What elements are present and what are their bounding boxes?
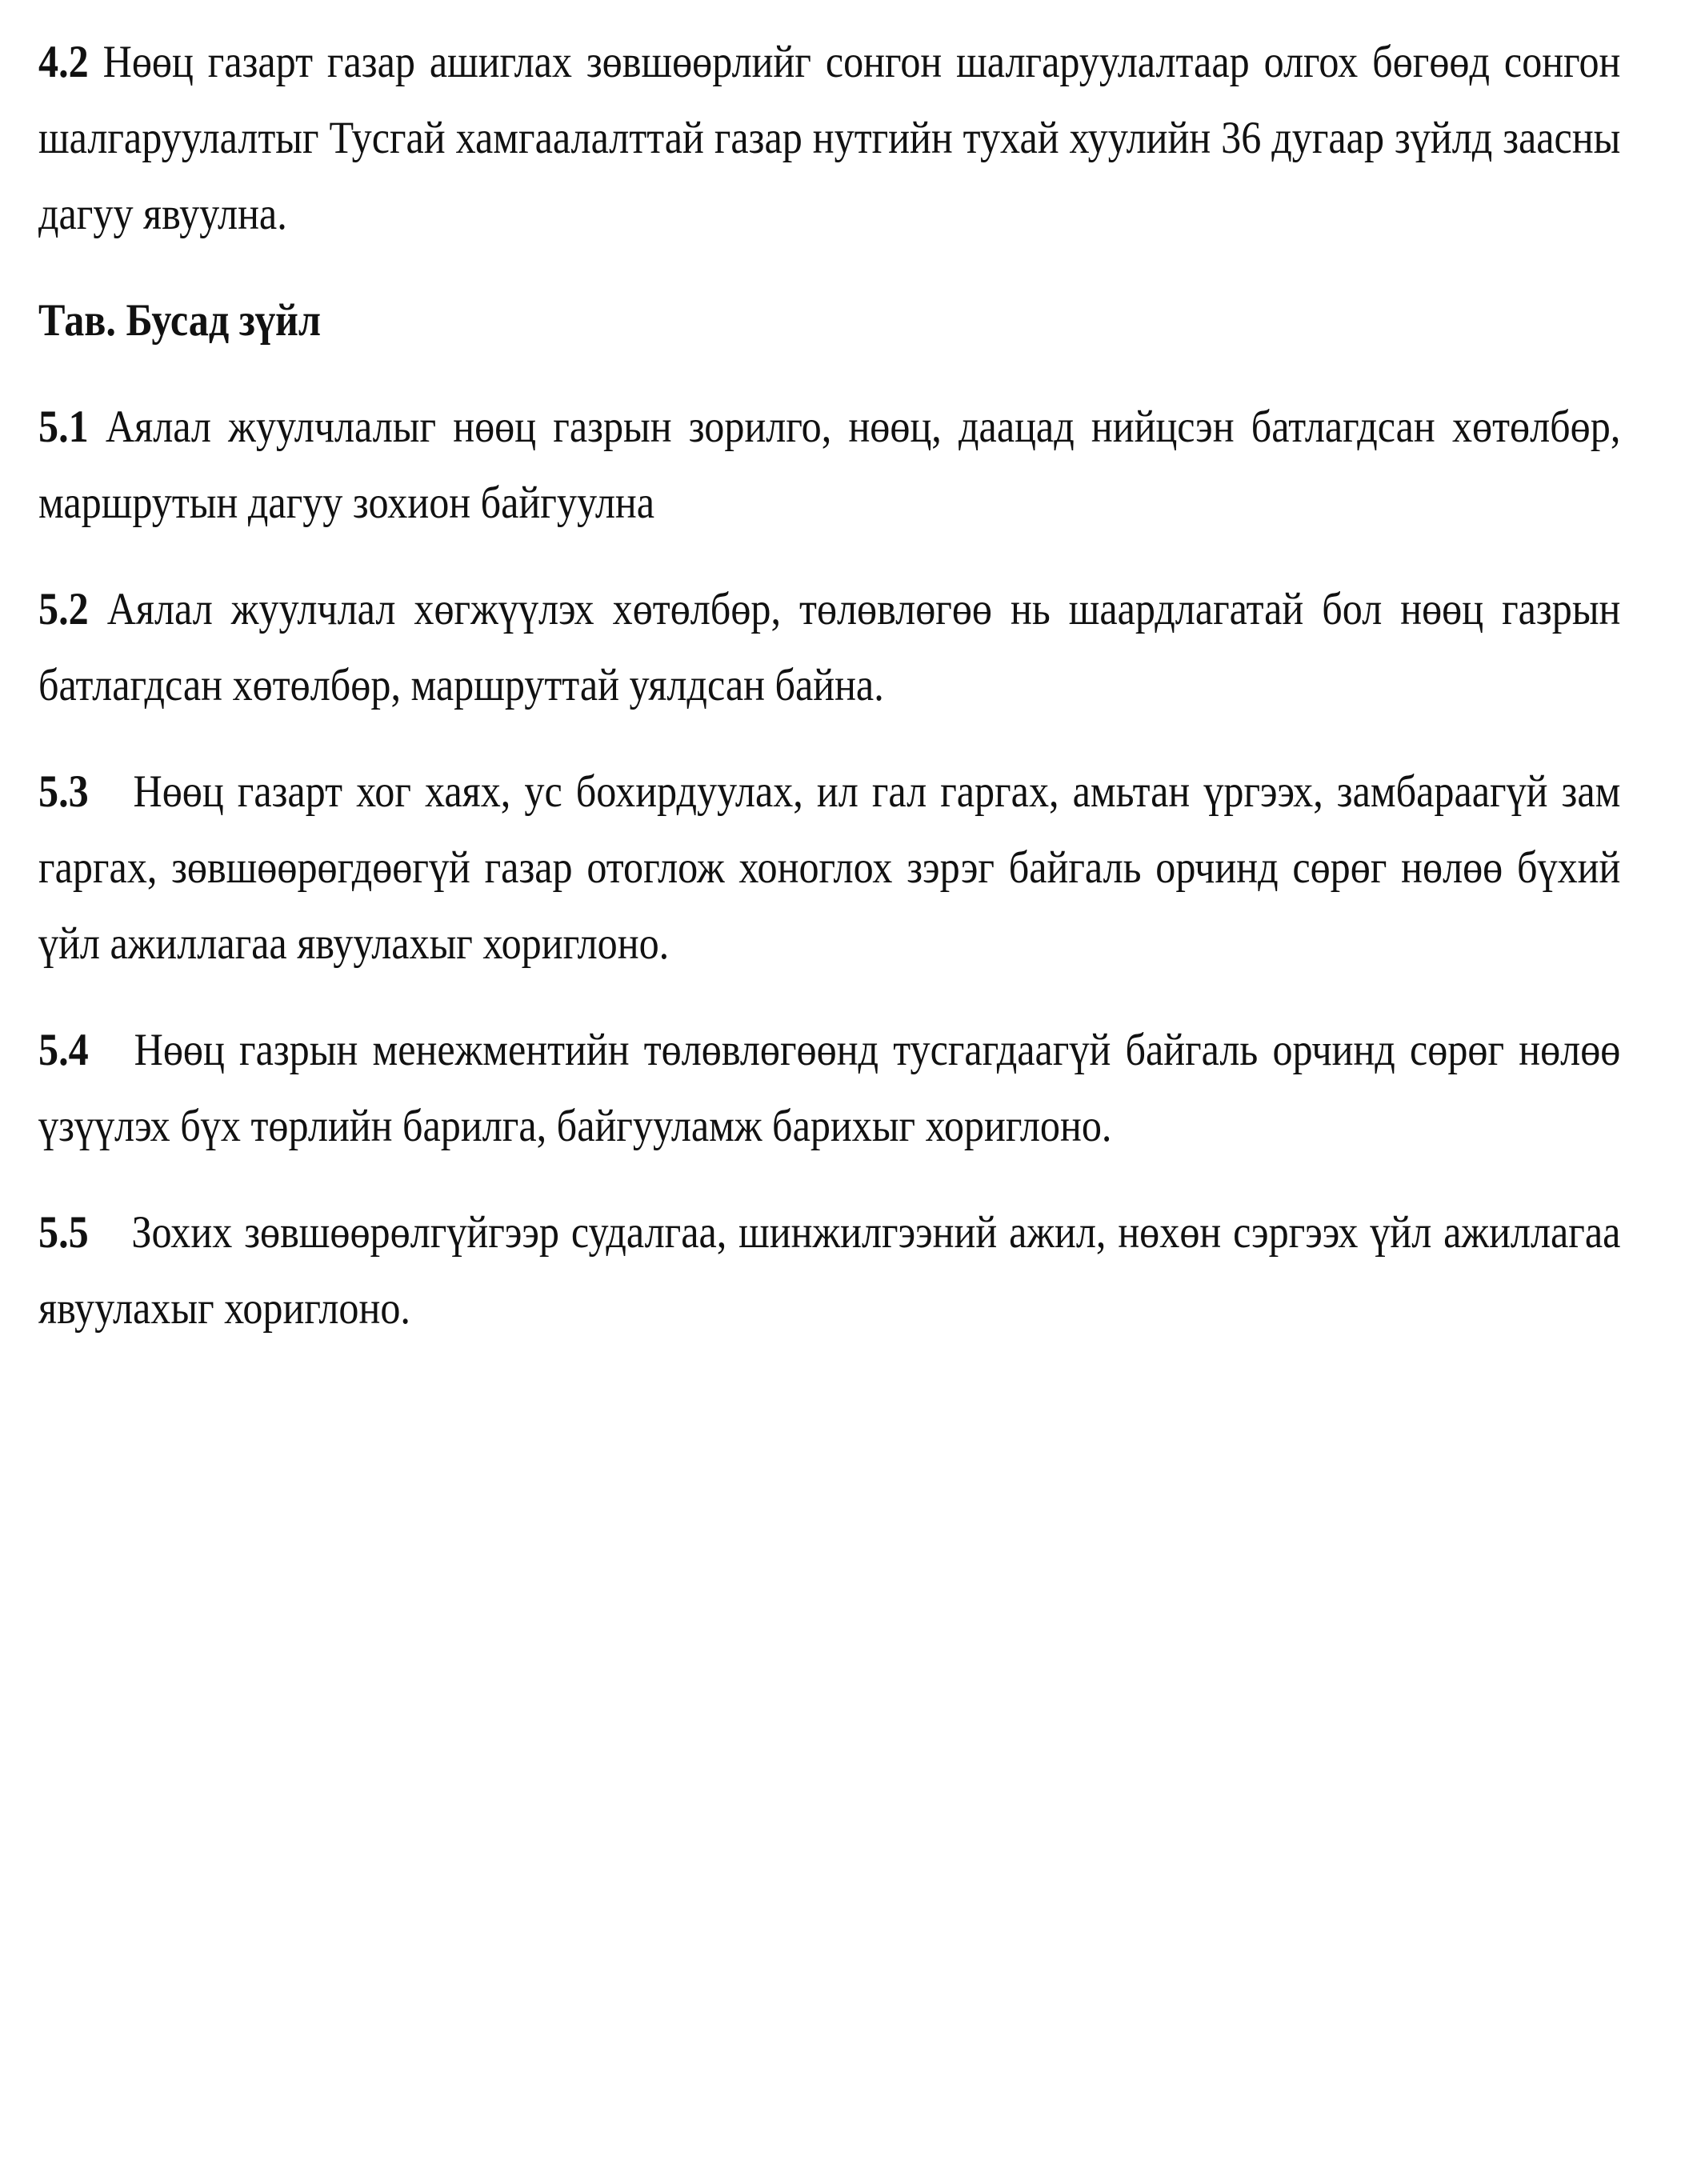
paragraph-text: Аялал жуулчлал хөгжүүлэх хөтөлбөр, төлөвлөгөө нь шаардлагатай бол нөөц газрын батлагдсан хөтөлбөр, маршруттай уялдсан байна. [38,584,1621,710]
paragraph-number: 5.4 [38,1025,89,1075]
paragraph-text: Аялал жуулчлалыг нөөц газрын зорилго, нөөц, даацад нийцсэн батлагдсан хөтөлбөр, маршрутын дагуу зохион байгуулна [38,402,1621,528]
paragraph-text: Нөөц газарт газар ашиглах зөвшөөрлийг сонгон шалгаруулалтаар олгох бөгөөд сонгон шалгаруулалтыг Тусгай хамгаалалттай газар нутгийн тухай хуулийн 36 дугаар зүйлд заасны дагуу явуулна. [38,37,1621,239]
paragraph-5-2 [38,571,1620,723]
paragraph-text: Зохих зөвшөөрөлгүйгээр судалгаа, шинжилгээний ажил, нөхөн сэргээх үйл ажиллагаа явуулахыг хориглоно. [38,1207,1621,1334]
paragraph-number: 5.3 [38,766,89,817]
paragraph-number: 4.2 [38,37,89,87]
paragraph-text: Нөөц газарт хог хаях, ус бохирдуулах, ил гал гаргах, амьтан үргээх, замбараагүй зам гаргах, зөвшөөрөгдөөгүй газар отоглож хоноглох зэрэг байгаль орчинд сөрөг нөлөө бүхий үйл ажиллагаа явуулахыг хориглоно. [38,766,1621,969]
document-page [38,24,1621,1377]
paragraph-5-1 [38,389,1620,541]
paragraph-number: 5.5 [38,1207,89,1258]
paragraph-5-5 [38,1194,1620,1346]
paragraph-5-4 [38,1012,1620,1164]
section-heading: Тав. Бусад зүйл [38,295,322,346]
paragraph-5-3 [38,754,1620,982]
paragraph-text: Нөөц газрын менежментийн төлөвлөгөөнд тусгагдаагүй байгаль орчинд сөрөг нөлөө үзүүлэх бүх төрлийн барилга, байгууламж барихыг хориглоно. [38,1025,1621,1151]
paragraph-4-2 [38,24,1620,252]
paragraph-number: 5.2 [38,584,89,634]
paragraph-number: 5.1 [38,402,89,452]
